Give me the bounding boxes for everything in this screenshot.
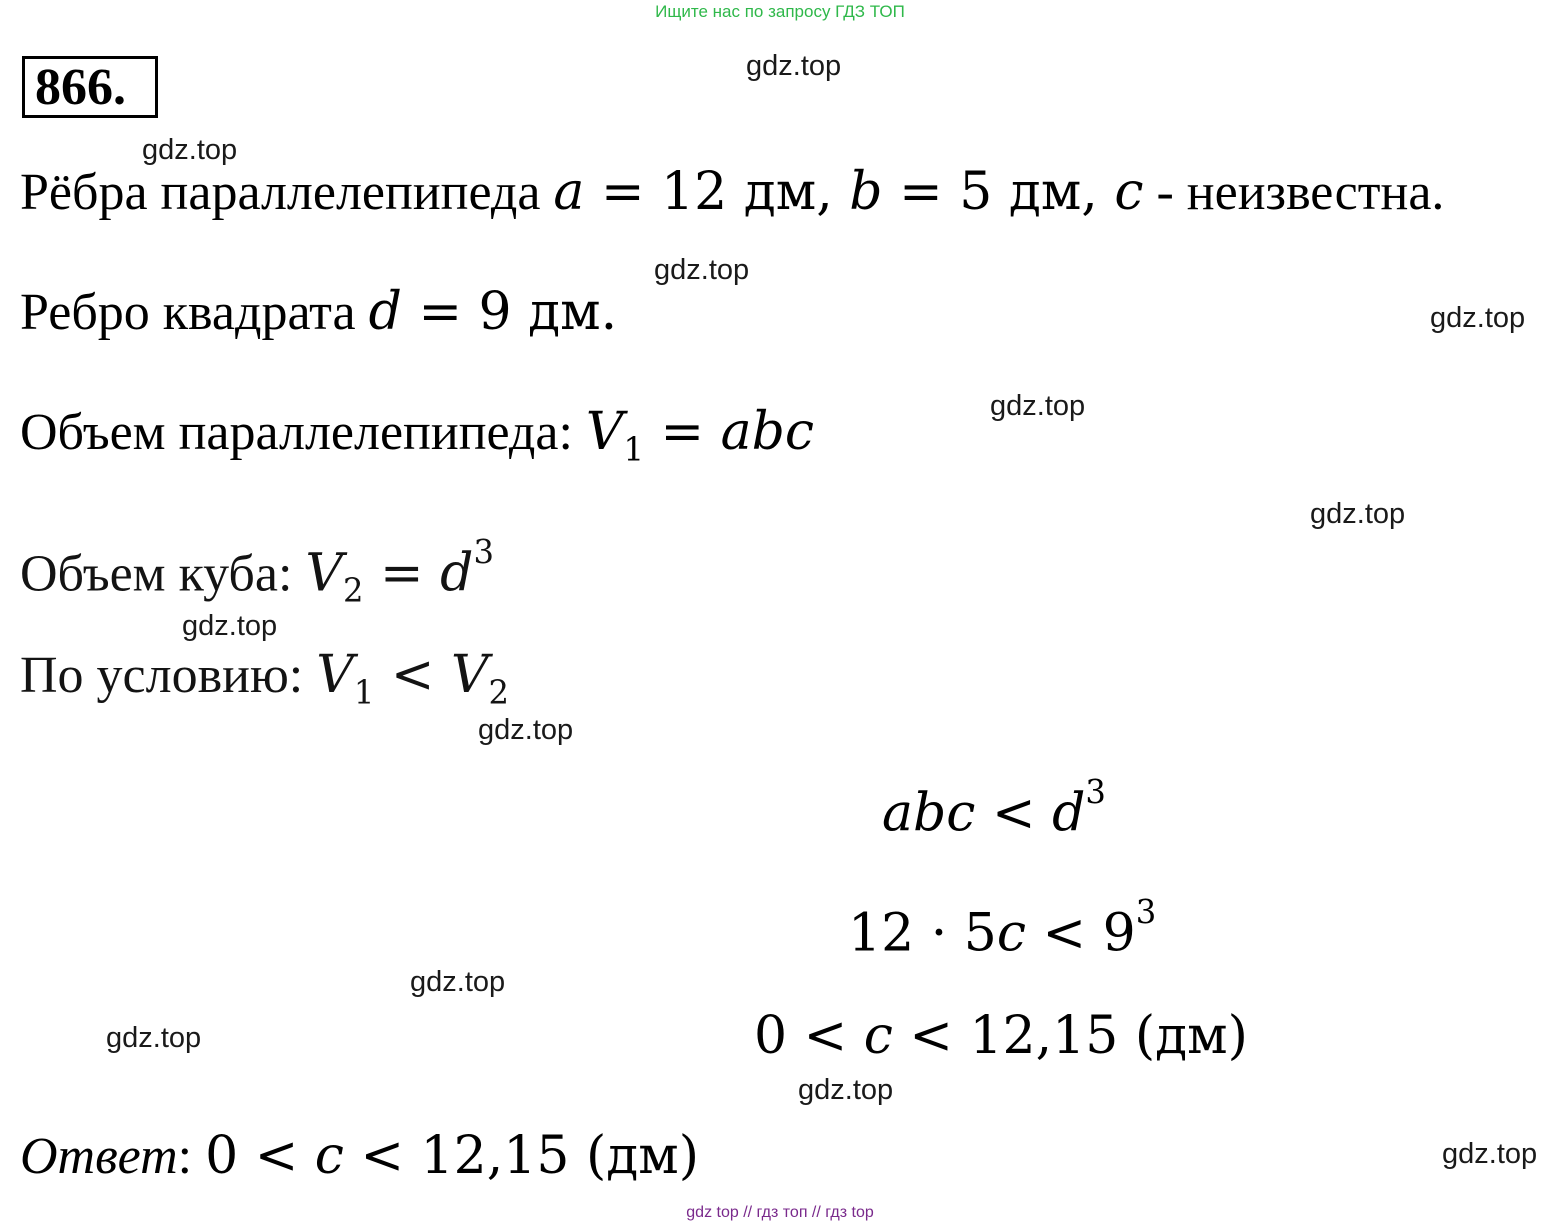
inequality-step-3: 0 < c < 12,15 (дм)	[754, 1006, 1248, 1066]
watermark: gdz.top	[142, 134, 238, 166]
bottom-banner: gdz top // гдз топ // гдз top	[686, 1204, 874, 1221]
condition-line: По условию: $V_1 < V_2$	[20, 645, 510, 712]
volume-parallelepiped-line: Объем параллелепипеда: $V_1$ = abc	[20, 402, 815, 469]
given-edges-line: Рёбра параллелепипеда a = 12 дм, b = 5 дм, c - неизвестна.	[20, 162, 1445, 222]
inequality-step-2: $12 \cdot 5c < 9^3$	[848, 893, 1157, 964]
watermark: gdz.top	[1442, 1138, 1538, 1170]
watermark: gdz.top	[746, 50, 842, 82]
watermark: gdz.top	[990, 390, 1086, 422]
answer-label: Ответ	[20, 1128, 178, 1185]
watermark: gdz.top	[182, 610, 278, 642]
watermark: gdz.top	[1430, 302, 1526, 334]
answer-line: Ответ: 0 < c < 12,15 (дм)	[20, 1126, 699, 1186]
inequality-step-1: abc < $d^3$	[882, 773, 1106, 844]
watermark: gdz.top	[654, 254, 750, 286]
watermark: gdz.top	[1310, 498, 1406, 530]
volume-cube-line: Объем куба: $V_2 = d^3$	[20, 533, 494, 610]
watermark: gdz.top	[410, 966, 506, 998]
problem-number: 866.	[22, 56, 158, 118]
watermark: gdz.top	[106, 1022, 202, 1054]
top-banner: Ищите нас по запросу ГДЗ ТОП	[655, 2, 905, 21]
watermark: gdz.top	[478, 714, 574, 746]
cube-edge-line: Ребро квадрата d = 9 дм.	[20, 282, 618, 342]
watermark: gdz.top	[798, 1074, 894, 1106]
